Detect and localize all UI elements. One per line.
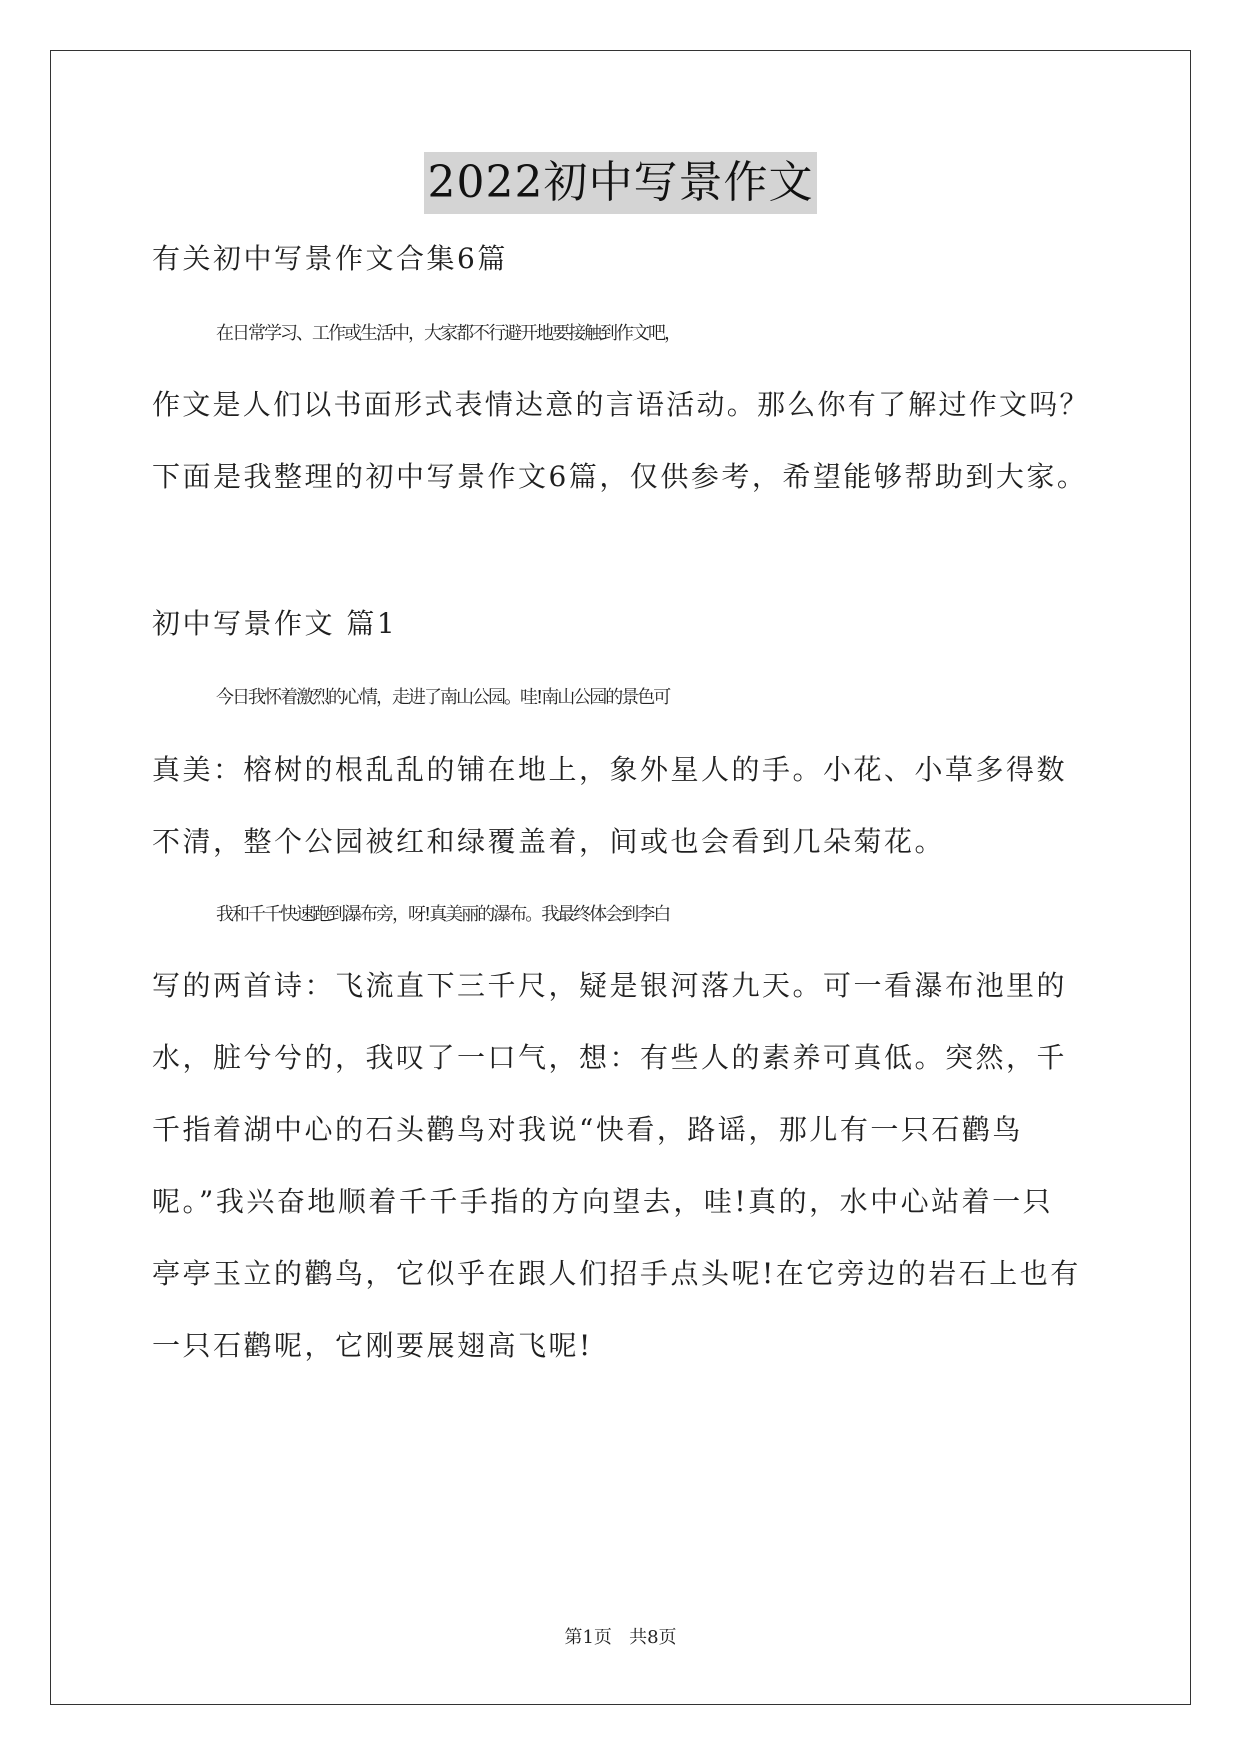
document-title: 2022初中写景作文 [424,152,818,214]
intro-line-1: 在日常学习、工作或生活中，大家都不行避开地要接触到作文吧， [216,323,680,344]
title-block [0,152,1241,214]
intro-line-3: 下面是我整理的初中写景作文6篇，仅供参考，希望能够帮助到大家。 [152,460,1088,493]
paragraph2-line-5: 呢。”我兴奋地顺着千千手指的方向望去，哇!真的，水中心站着一只 [152,1185,1054,1218]
paragraph2-line-6: 亭亭玉立的鹳鸟，它似乎在跟人们招手点头呢!在它旁边的岩石上也有 [152,1257,1081,1290]
paragraph2-line-1: 我和千千快速跑到瀑布旁，呀!真美丽的瀑布。我最终体会到李白 [216,904,670,925]
paragraph2-line-3: 水，脏兮兮的，我叹了一口气，想：有些人的素养可真低。突然，千 [152,1041,1068,1074]
section-heading: 初中写景作文 篇1 [152,607,398,640]
paragraph2-line-2: 写的两首诗：飞流直下三千尺，疑是银河落九天。可一看瀑布池里的 [152,969,1068,1002]
paragraph1-line-3: 不清，整个公园被红和绿覆盖着，间或也会看到几朵菊花。 [152,825,946,858]
page-border [50,50,1191,1705]
intro-line-2: 作文是人们以书面形式表情达意的言语活动。那么你有了解过作文吗？ [152,388,1090,421]
paragraph1-line-2: 真美：榕树的根乱乱的铺在地上，象外星人的手。小花、小草多得数 [152,753,1068,786]
page-number: 第1页 共8页 [564,1627,677,1648]
paragraph2-line-7: 一只石鹳呢，它刚要展翅高飞呢! [152,1329,593,1362]
document-subtitle: 有关初中写景作文合集6篇 [152,242,508,275]
paragraph2-line-4: 千指着湖中心的石头鹳鸟对我说“快看，路谣，那儿有一只石鹳鸟 [152,1113,1023,1146]
paragraph1-line-1: 今日我怀着激烈的心情，走进了南山公园。哇!南山公园的景色可 [216,687,670,708]
